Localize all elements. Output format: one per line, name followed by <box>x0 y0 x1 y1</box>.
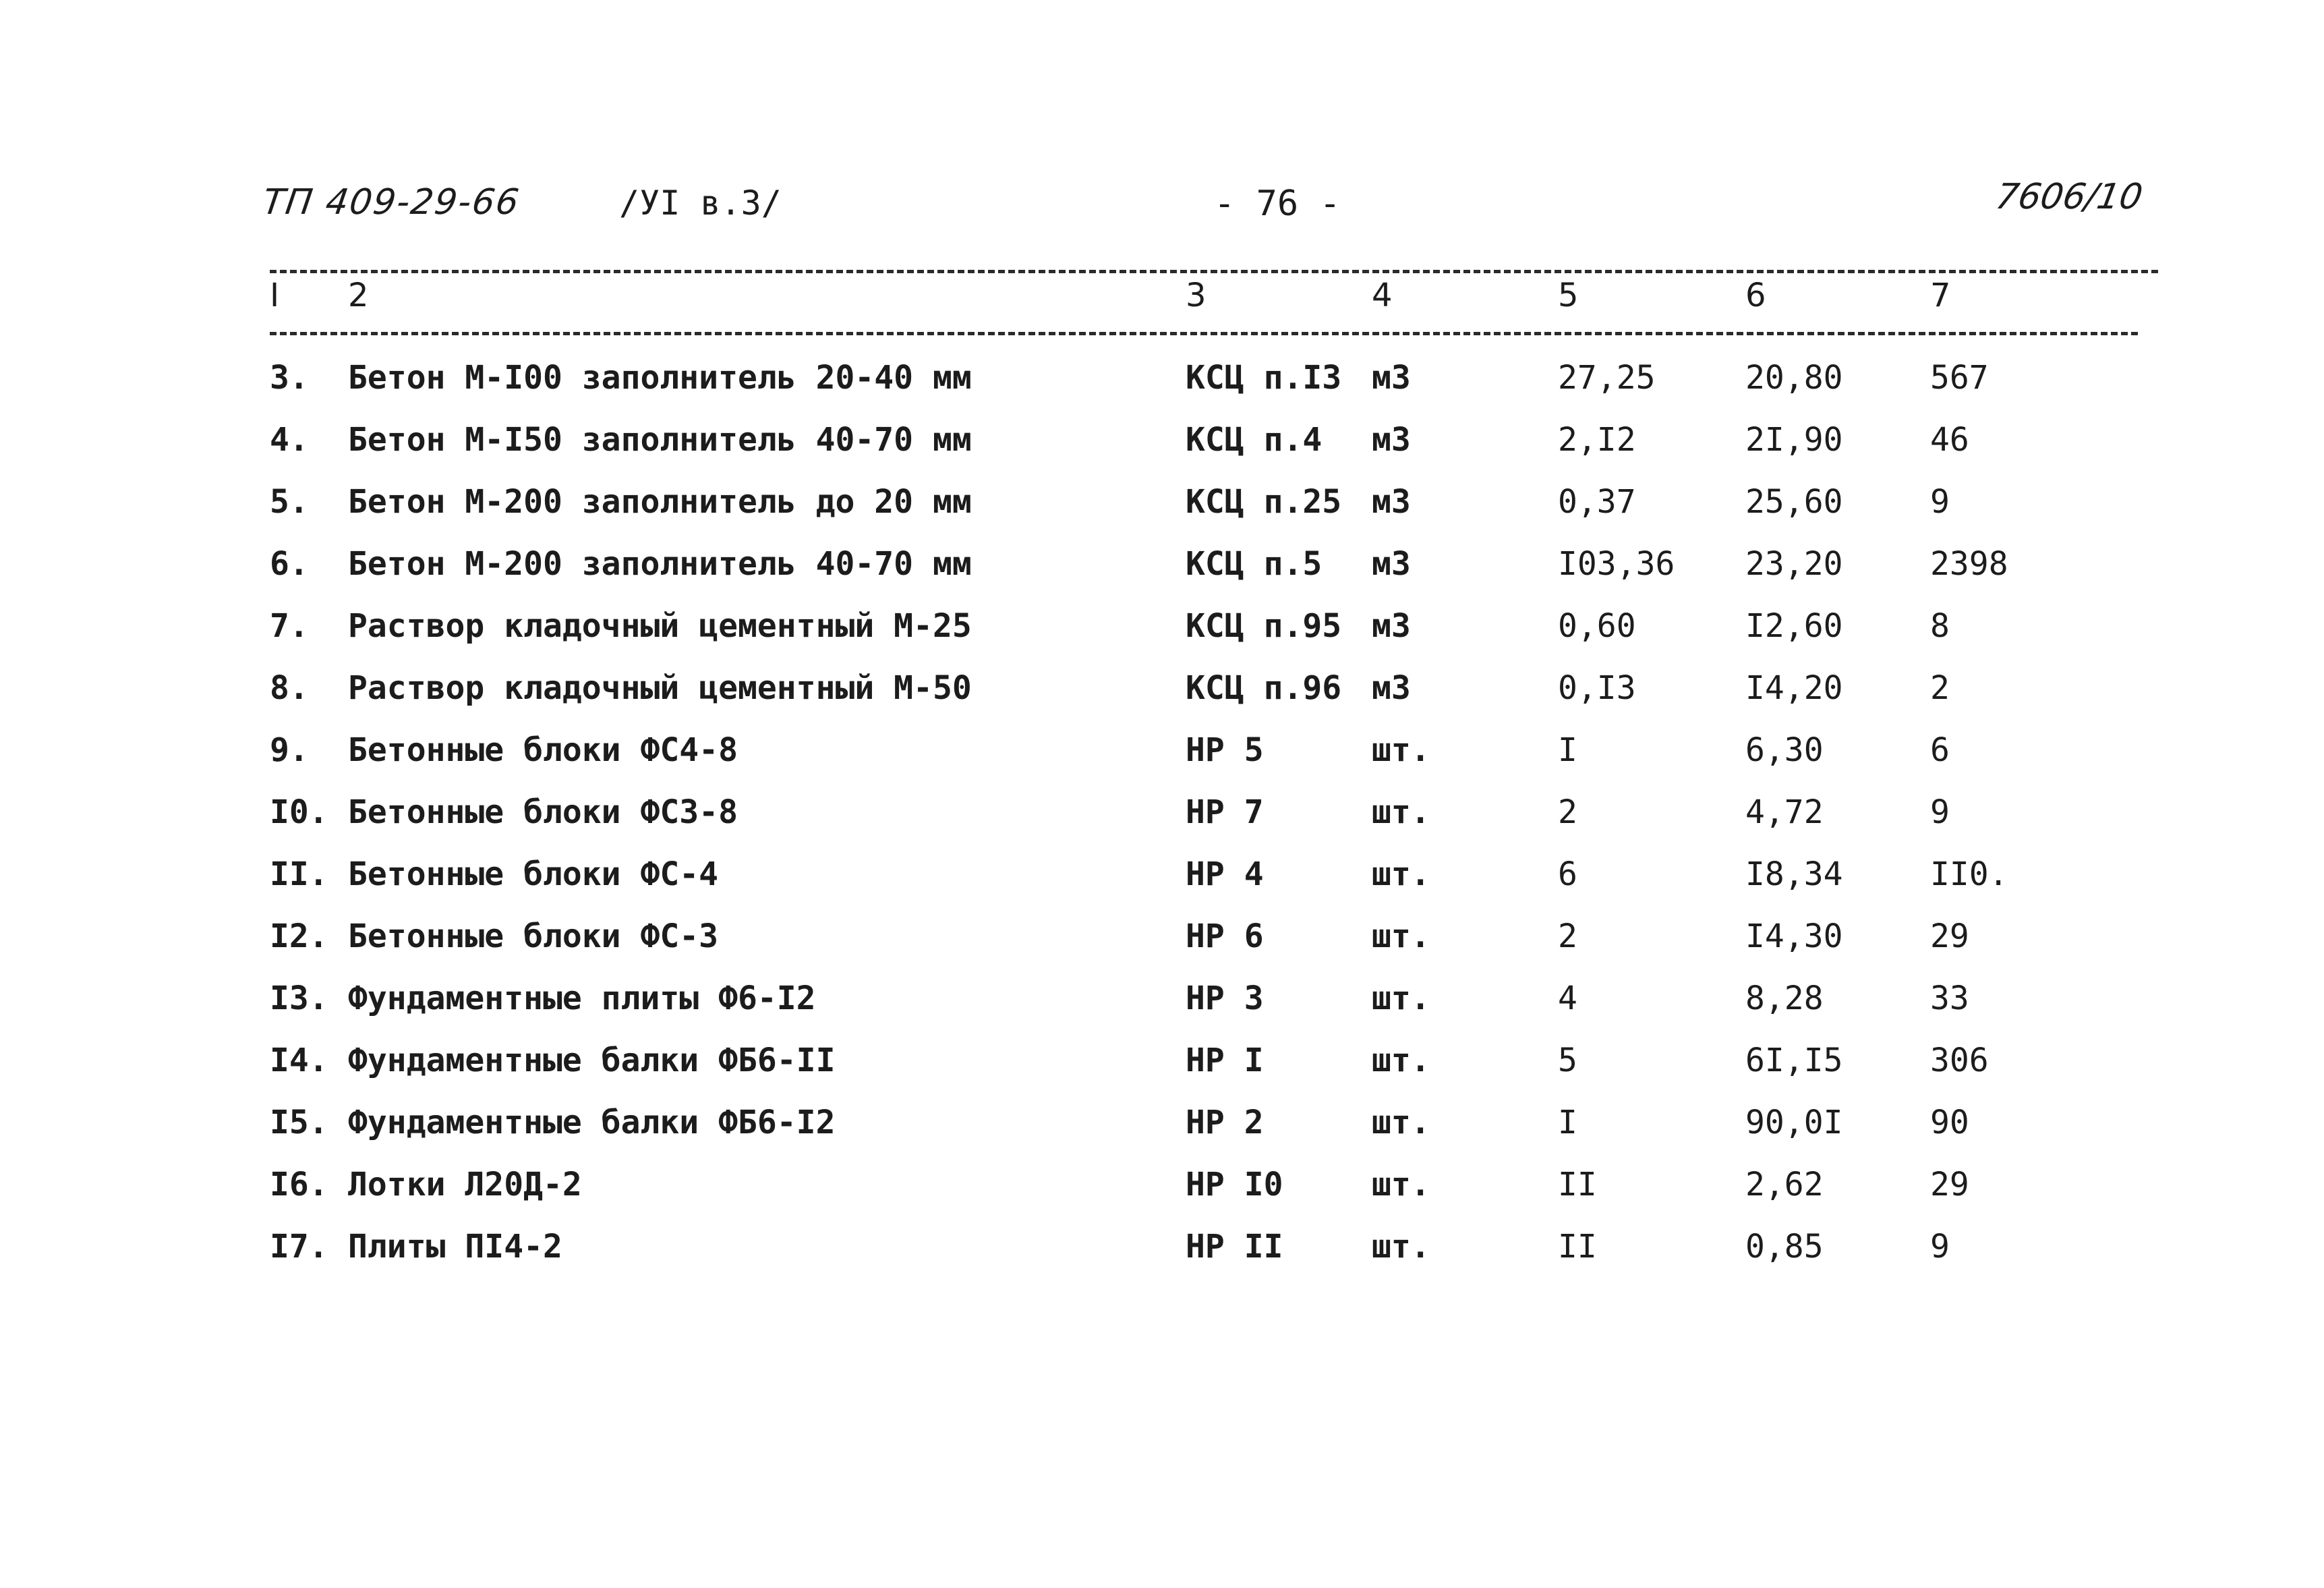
row-quantity: 6 <box>1558 855 1577 893</box>
row-number: 9. <box>270 731 309 769</box>
row-total: 567 <box>1930 359 1989 397</box>
row-unit: шт. <box>1372 917 1430 955</box>
row-reference: НР II <box>1186 1228 1283 1266</box>
row-reference: КСЦ п.5 <box>1186 545 1323 583</box>
document-part: /УI в.3/ <box>619 183 782 223</box>
row-name: Бетон М-I50 заполнитель 40-70 мм <box>348 421 972 459</box>
row-unit: шт. <box>1372 731 1430 769</box>
row-reference: КСЦ п.96 <box>1186 669 1342 707</box>
row-unit: м3 <box>1372 359 1411 397</box>
row-total: 9 <box>1930 793 1950 831</box>
row-reference: КСЦ п.I3 <box>1186 359 1342 397</box>
row-reference: НР 7 <box>1186 793 1264 831</box>
column-header-4: 4 <box>1372 277 1393 314</box>
row-number: 4. <box>270 421 309 459</box>
row-number: I5. <box>270 1104 328 1141</box>
row-total: 33 <box>1930 980 1969 1017</box>
row-price: I2,60 <box>1745 607 1843 645</box>
row-number: I4. <box>270 1042 328 1079</box>
row-name: Бетон М-I00 заполнитель 20-40 мм <box>348 359 972 397</box>
row-unit: шт. <box>1372 980 1430 1017</box>
row-reference: НР I0 <box>1186 1166 1283 1203</box>
row-quantity: 2 <box>1558 793 1577 831</box>
row-unit: м3 <box>1372 483 1411 521</box>
table-row <box>0 793 2324 855</box>
row-total: 9 <box>1930 483 1950 521</box>
row-name: Фундаментные балки ФБ6-I2 <box>348 1104 836 1141</box>
table-row <box>0 1228 2324 1290</box>
document-code: ТП 409-29-66 <box>260 182 523 223</box>
column-header-6: 6 <box>1745 277 1766 314</box>
table-row <box>0 980 2324 1042</box>
row-total: 8 <box>1930 607 1950 645</box>
row-quantity: I <box>1558 731 1577 769</box>
row-total: 2 <box>1930 669 1950 707</box>
row-name: Бетонные блоки ФС3-8 <box>348 793 738 831</box>
row-total: 46 <box>1930 421 1969 459</box>
row-name: Лотки Л20Д-2 <box>348 1166 582 1203</box>
column-header-5: 5 <box>1558 277 1579 314</box>
table-row <box>0 359 2324 421</box>
row-quantity: II <box>1558 1228 1597 1266</box>
row-quantity: I <box>1558 1104 1577 1141</box>
row-price: 8,28 <box>1745 980 1824 1017</box>
table-row <box>0 731 2324 793</box>
row-quantity: 27,25 <box>1558 359 1656 397</box>
row-reference: КСЦ п.95 <box>1186 607 1342 645</box>
table-row <box>0 607 2324 669</box>
row-name: Раствор кладочный цементный М-50 <box>348 669 972 707</box>
row-name: Бетон М-200 заполнитель до 20 мм <box>348 483 972 521</box>
table-row <box>0 1166 2324 1228</box>
row-reference: КСЦ п.25 <box>1186 483 1342 521</box>
row-number: I3. <box>270 980 328 1017</box>
row-quantity: 2 <box>1558 917 1577 955</box>
row-reference: НР 4 <box>1186 855 1264 893</box>
row-price: 6,30 <box>1745 731 1824 769</box>
row-price: 2I,90 <box>1745 421 1843 459</box>
table-row <box>0 1104 2324 1166</box>
column-header-1: I <box>270 277 280 314</box>
row-unit: шт. <box>1372 1228 1430 1266</box>
row-number: I0. <box>270 793 328 831</box>
row-quantity: 0,60 <box>1558 607 1636 645</box>
row-name: Плиты ПI4-2 <box>348 1228 562 1266</box>
row-number: 7. <box>270 607 309 645</box>
row-number: 3. <box>270 359 309 397</box>
row-number: 5. <box>270 483 309 521</box>
row-number: 6. <box>270 545 309 583</box>
row-total: 9 <box>1930 1228 1950 1266</box>
row-quantity: 0,I3 <box>1558 669 1636 707</box>
table-row <box>0 545 2324 607</box>
row-price: I4,20 <box>1745 669 1843 707</box>
row-unit: м3 <box>1372 545 1411 583</box>
row-unit: м3 <box>1372 607 1411 645</box>
table-row <box>0 669 2324 731</box>
row-price: 25,60 <box>1745 483 1843 521</box>
table-header-rule <box>270 332 2138 335</box>
table-row <box>0 1042 2324 1104</box>
row-reference: НР 5 <box>1186 731 1264 769</box>
row-reference: НР 6 <box>1186 917 1264 955</box>
row-unit: шт. <box>1372 793 1430 831</box>
row-quantity: 4 <box>1558 980 1577 1017</box>
row-unit: м3 <box>1372 669 1411 707</box>
table-row <box>0 483 2324 545</box>
row-total: 29 <box>1930 917 1969 955</box>
row-price: 90,0I <box>1745 1104 1843 1141</box>
row-name: Фундаментные плиты Ф6-I2 <box>348 980 816 1017</box>
row-reference: НР 2 <box>1186 1104 1264 1141</box>
row-quantity: 2,I2 <box>1558 421 1636 459</box>
row-total: 306 <box>1930 1042 1989 1079</box>
table-row <box>0 421 2324 483</box>
row-price: 4,72 <box>1745 793 1824 831</box>
row-price: I8,34 <box>1745 855 1843 893</box>
row-quantity: 0,37 <box>1558 483 1636 521</box>
sheet-code: 7606/10 <box>1992 177 2146 217</box>
table-row <box>0 855 2324 917</box>
row-number: I6. <box>270 1166 328 1203</box>
row-quantity: II <box>1558 1166 1597 1203</box>
table-row <box>0 917 2324 980</box>
row-name: Бетонные блоки ФС-4 <box>348 855 719 893</box>
column-header-3: 3 <box>1186 277 1207 314</box>
row-quantity: 5 <box>1558 1042 1577 1079</box>
row-name: Раствор кладочный цементный М-25 <box>348 607 972 645</box>
row-quantity: I03,36 <box>1558 545 1675 583</box>
row-price: 0,85 <box>1745 1228 1824 1266</box>
row-price: 20,80 <box>1745 359 1843 397</box>
row-total: 90 <box>1930 1104 1969 1141</box>
row-reference: КСЦ п.4 <box>1186 421 1323 459</box>
row-unit: шт. <box>1372 1042 1430 1079</box>
row-price: 6I,I5 <box>1745 1042 1843 1079</box>
row-price: 23,20 <box>1745 545 1843 583</box>
row-total: II0. <box>1930 855 2008 893</box>
row-reference: НР 3 <box>1186 980 1264 1017</box>
row-price: 2,62 <box>1745 1166 1824 1203</box>
table-top-rule <box>270 270 2158 273</box>
row-price: I4,30 <box>1745 917 1843 955</box>
column-header-7: 7 <box>1930 277 1951 314</box>
row-unit: м3 <box>1372 421 1411 459</box>
row-name: Фундаментные балки ФБ6-II <box>348 1042 836 1079</box>
row-reference: НР I <box>1186 1042 1264 1079</box>
row-name: Бетон М-200 заполнитель 40-70 мм <box>348 545 972 583</box>
row-total: 29 <box>1930 1166 1969 1203</box>
row-name: Бетонные блоки ФС4-8 <box>348 731 738 769</box>
row-unit: шт. <box>1372 1166 1430 1203</box>
row-total: 2398 <box>1930 545 2008 583</box>
row-unit: шт. <box>1372 855 1430 893</box>
row-number: I7. <box>270 1228 328 1266</box>
row-name: Бетонные блоки ФС-3 <box>348 917 719 955</box>
column-header-2: 2 <box>348 277 369 314</box>
row-number: 8. <box>270 669 309 707</box>
row-number: I2. <box>270 917 328 955</box>
row-number: II. <box>270 855 328 893</box>
page-number: - 76 - <box>1214 183 1341 224</box>
row-total: 6 <box>1930 731 1950 769</box>
row-unit: шт. <box>1372 1104 1430 1141</box>
